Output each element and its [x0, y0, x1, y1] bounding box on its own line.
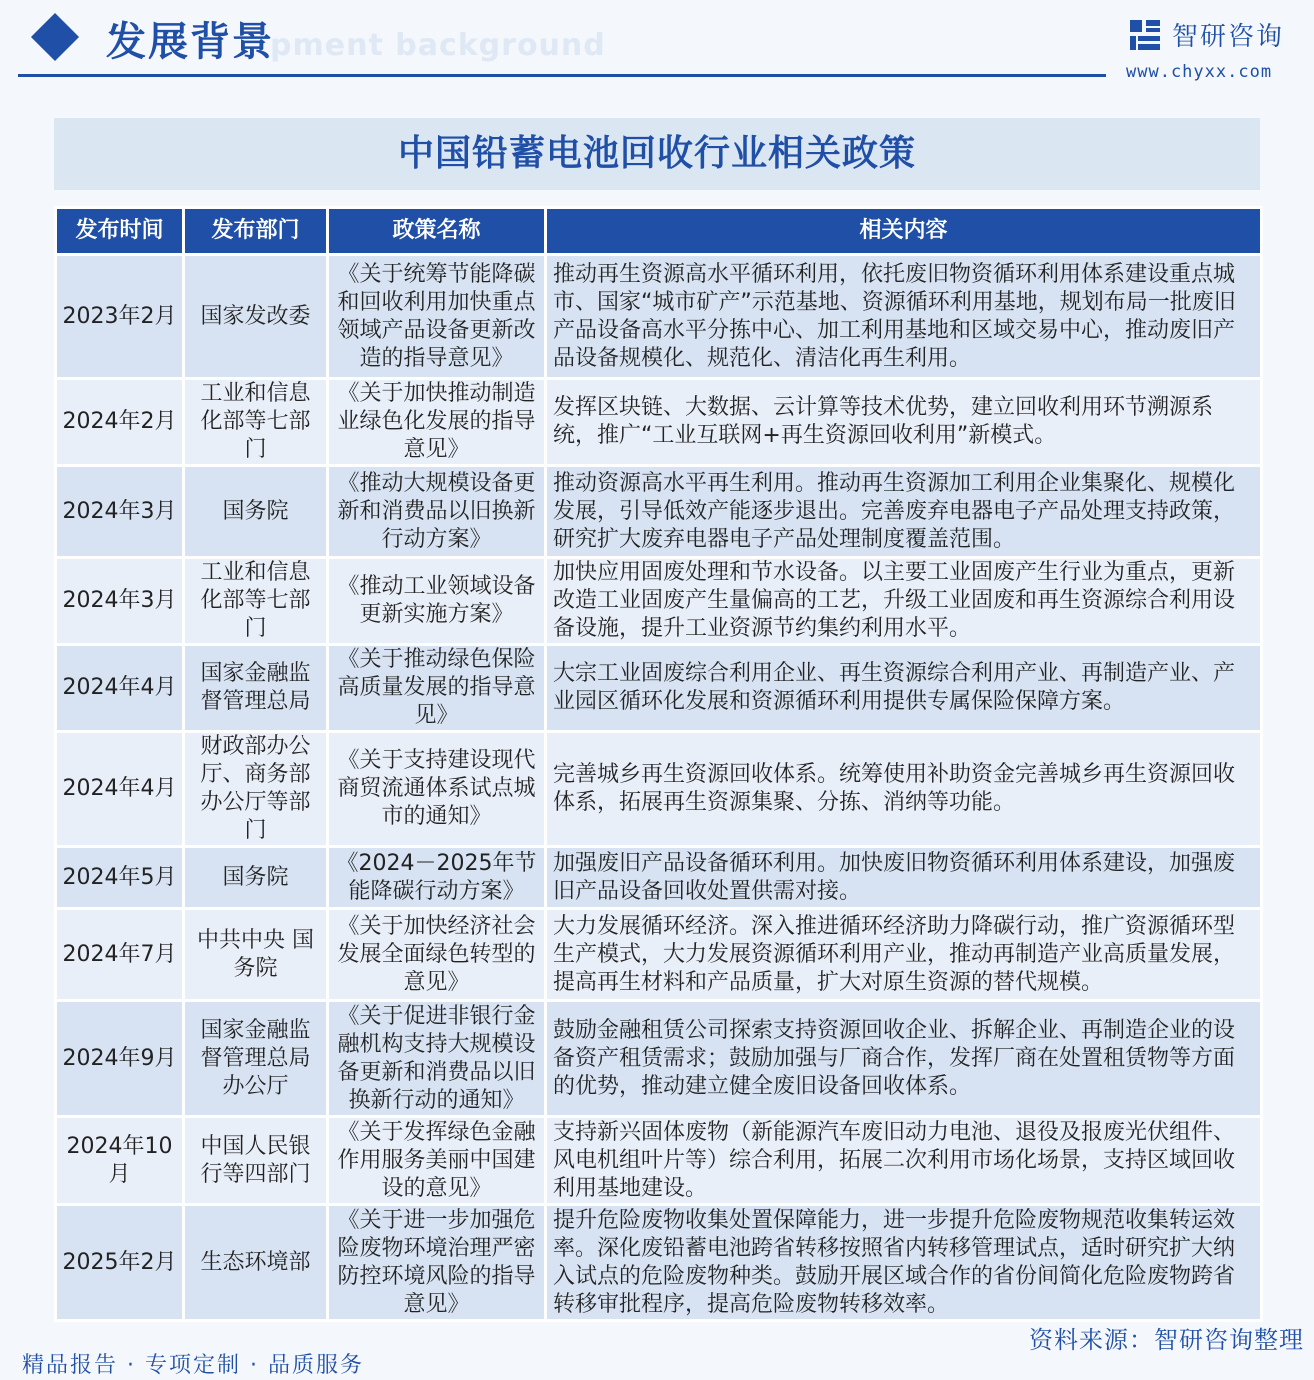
header-divider: [18, 74, 1106, 77]
date-cell: 2024年5月: [56, 847, 184, 909]
table-row: [56, 466, 1262, 558]
table-row: [56, 909, 1262, 1001]
dept-cell: 国务院: [184, 847, 328, 909]
logo-text: 智研咨询: [1172, 22, 1285, 52]
policy-name-cell: 《关于进一步加强危险废物环境治理严密防控环境风险的指导意见》: [328, 1205, 546, 1321]
date-cell: 2023年2月: [56, 255, 184, 379]
column-header: 相关内容: [546, 208, 1262, 255]
dept-cell: 工业和信息化部等七部门: [184, 558, 328, 645]
date-cell: 2024年7月: [56, 909, 184, 1001]
content-cell: 提升危险废物收集处置保障能力，进一步提升危险废物规范收集转运效率。深化废铅蓄电池跨省转移按照省内转移管理试点，适时研究扩大纳入试点的危险废物种类。鼓励开展区域合作的省份间简化危险废物跨省转移审批程序，提高危险废物转移效率。: [546, 1205, 1262, 1321]
content-cell: 加快应用固废处理和节水设备。以主要工业固废产生行业为重点，更新改造工业固废产生量偏高的工艺，升级工业固废和再生资源综合利用设备设施，提升工业资源节约集约利用水平。: [546, 558, 1262, 645]
diamond-icon: [31, 13, 79, 61]
content-cell: 完善城乡再生资源回收体系。统筹使用补助资金完善城乡再生资源回收体系，拓展再生资源集聚、分拣、消纳等功能。: [546, 732, 1262, 847]
policy-name-cell: 《关于统筹节能降碳和回收利用加快重点领域产品设备更新改造的指导意见》: [328, 255, 546, 379]
header-subtitle: pment background: [270, 28, 606, 63]
content-cell: 鼓励金融租赁公司探索支持资源回收企业、拆解企业、再制造企业的设备资产租赁需求；鼓励加强与厂商合作，发挥厂商在处置租赁物等方面的优势，推动建立健全废旧设备回收体系。: [546, 1001, 1262, 1117]
table-row: [56, 255, 1262, 379]
dept-cell: 国务院: [184, 466, 328, 558]
policy-name-cell: 《关于加快经济社会发展全面绿色转型的意见》: [328, 909, 546, 1001]
dept-cell: 国家金融监督管理总局办公厅: [184, 1001, 328, 1117]
column-header: 发布时间: [56, 208, 184, 255]
dept-cell: 中国人民银行等四部门: [184, 1117, 328, 1205]
date-cell: 2024年4月: [56, 732, 184, 847]
dept-cell: 财政部办公厅、商务部办公厅等部门: [184, 732, 328, 847]
dept-cell: 生态环境部: [184, 1205, 328, 1321]
logo-icon: [1128, 18, 1162, 52]
header-title: 发展背景: [106, 19, 274, 65]
dept-cell: 工业和信息化部等七部门: [184, 379, 328, 466]
date-cell: 2024年3月: [56, 558, 184, 645]
dept-cell: 国家金融监督管理总局: [184, 645, 328, 732]
logo-url[interactable]: www.chyxx.com: [1126, 62, 1273, 82]
policy-table: [54, 206, 1263, 1322]
policy-name-cell: 《关于支持建设现代商贸流通体系试点城市的通知》: [328, 732, 546, 847]
policy-name-cell: 《关于促进非银行金融机构支持大规模设备更新和消费品以旧换新行动的通知》: [328, 1001, 546, 1117]
table-row: [56, 379, 1262, 466]
policy-name-cell: 《关于推动绿色保险高质量发展的指导意见》: [328, 645, 546, 732]
dept-cell: 国家发改委: [184, 255, 328, 379]
content-cell: 加强废旧产品设备循环利用。加快废旧物资循环利用体系建设，加强废旧产品设备回收处置供需对接。: [546, 847, 1262, 909]
column-header: 政策名称: [328, 208, 546, 255]
table-row: [56, 1117, 1262, 1205]
date-cell: 2024年9月: [56, 1001, 184, 1117]
page-header: [0, 0, 1314, 92]
table-row: [56, 558, 1262, 645]
date-cell: 2025年2月: [56, 1205, 184, 1321]
content-cell: 支持新兴固体废物（新能源汽车废旧动力电池、退役及报废光伏组件、风电机组叶片等）综合利用，拓展二次利用市场化场景，支持区域回收利用基地建设。: [546, 1117, 1262, 1205]
table-row: [56, 732, 1262, 847]
content-cell: 大力发展循环经济。深入推进循环经济助力降碳行动，推广资源循环型生产模式，大力发展资源循环利用产业，推动再制造产业高质量发展，提高再生材料和产品质量，扩大对原生资源的替代规模。: [546, 909, 1262, 1001]
policy-name-cell: 《推动工业领域设备更新实施方案》: [328, 558, 546, 645]
content-cell: 发挥区块链、大数据、云计算等技术优势，建立回收利用环节溯源系统，推广“工业互联网+再生资源回收利用”新模式。: [546, 379, 1262, 466]
table-row: [56, 1205, 1262, 1321]
date-cell: 2024年3月: [56, 466, 184, 558]
policy-name-cell: 《2024－2025年节能降碳行动方案》: [328, 847, 546, 909]
content-cell: 推动再生资源高水平循环利用，依托废旧物资循环利用体系建设重点城市、国家“城市矿产”示范基地、资源循环利用基地，规划布局一批废旧产品设备高水平分拣中心、加工利用基地和区域交易中心，推动废旧产品设备规模化、规范化、清洁化再生利用。: [546, 255, 1262, 379]
date-cell: 2024年10月: [56, 1117, 184, 1205]
title-panel: [54, 118, 1260, 190]
column-header: 发布部门: [184, 208, 328, 255]
footer-slogan: 精品报告 · 专项定制 · 品质服务: [22, 1353, 364, 1378]
table-title: 中国铅蓄电池回收行业相关政策: [397, 133, 916, 174]
policy-name-cell: 《关于发挥绿色金融作用服务美丽中国建设的意见》: [328, 1117, 546, 1205]
policy-name-cell: 《推动大规模设备更新和消费品以旧换新行动方案》: [328, 466, 546, 558]
table-row: [56, 847, 1262, 909]
content-cell: 大宗工业固废综合利用企业、再生资源综合利用产业、再制造产业、产业园区循环化发展和资源循环利用提供专属保险保障方案。: [546, 645, 1262, 732]
table-row: [56, 645, 1262, 732]
table-header-row: [56, 208, 1262, 255]
content-cell: 推动资源高水平再生利用。推动再生资源加工利用企业集聚化、规模化发展，引导低效产能逐步退出。完善废弃电器电子产品处理支持政策，研究扩大废弃电器电子产品处理制度覆盖范围。: [546, 466, 1262, 558]
table-row: [56, 1001, 1262, 1117]
source-note: 资料来源：智研咨询整理: [1029, 1326, 1304, 1354]
policy-name-cell: 《关于加快推动制造业绿色化发展的指导意见》: [328, 379, 546, 466]
date-cell: 2024年4月: [56, 645, 184, 732]
dept-cell: 中共中央 国务院: [184, 909, 328, 1001]
date-cell: 2024年2月: [56, 379, 184, 466]
